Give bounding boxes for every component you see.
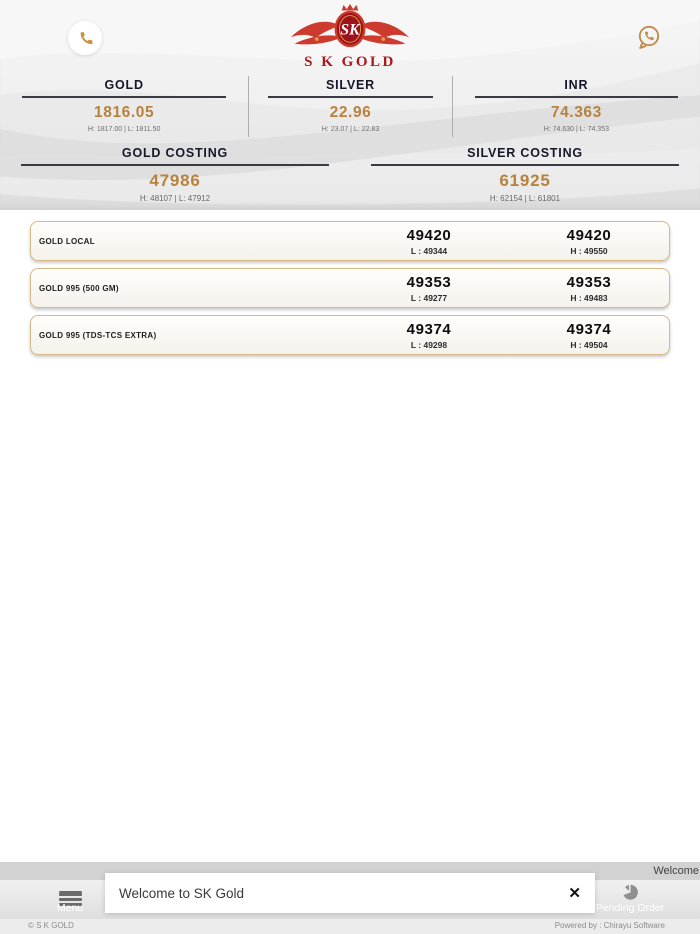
spot-high-low: H: 1817.00 | L: 1811.50 xyxy=(87,126,161,133)
spot-rates-row xyxy=(0,76,700,137)
buy-high: H : 49550 xyxy=(570,245,608,256)
rates-list xyxy=(0,210,700,355)
divider xyxy=(475,96,678,98)
header-section xyxy=(0,0,700,210)
spot-label: INR xyxy=(564,78,589,92)
marquee-text: Welcome xyxy=(653,865,699,877)
spot-high-low: H: 74.630 | L: 74.353 xyxy=(543,126,609,133)
sell-block xyxy=(349,227,509,256)
product-name: GOLD 995 (500 GM) xyxy=(39,283,119,293)
toast-message: Welcome to SK Gold xyxy=(119,885,245,901)
sell-low: L : 49277 xyxy=(410,292,448,303)
brand-logo xyxy=(280,4,420,71)
costing-high-low: H: 62154 | L: 61801 xyxy=(489,194,561,203)
sell-rate: 49374 xyxy=(406,320,452,338)
sell-block xyxy=(349,274,509,303)
spot-label: SILVER xyxy=(325,78,375,92)
logo-monogram: SK xyxy=(340,21,360,39)
crest-icon xyxy=(280,4,420,52)
rate-card-gold-995-tds-tcs[interactable] xyxy=(30,315,670,355)
buy-block xyxy=(509,274,669,303)
menu-icon xyxy=(59,884,82,900)
buy-rate: 49353 xyxy=(566,273,612,291)
divider xyxy=(371,164,679,166)
divider xyxy=(268,96,434,98)
whatsapp-button[interactable] xyxy=(634,23,664,53)
costing-label: SILVER COSTING xyxy=(467,146,583,160)
spot-value: 22.96 xyxy=(329,104,372,121)
logo-name: S K GOLD xyxy=(304,54,396,70)
sell-rate: 49420 xyxy=(406,226,452,244)
spot-rate-gold xyxy=(0,76,249,137)
spot-value: 1816.05 xyxy=(94,104,155,121)
call-button[interactable] xyxy=(68,21,102,55)
nav-label: Menu xyxy=(56,902,84,914)
buy-high: H : 49483 xyxy=(570,292,608,303)
buy-high: H : 49504 xyxy=(570,339,608,350)
spot-label: GOLD xyxy=(104,78,144,92)
sell-block xyxy=(349,321,509,350)
costing-value: 47986 xyxy=(149,171,201,190)
sell-low: L : 49344 xyxy=(410,245,448,256)
divider xyxy=(21,164,329,166)
buy-block xyxy=(509,227,669,256)
gold-costing xyxy=(0,146,350,203)
copyright-text: © S K GOLD xyxy=(28,921,74,930)
buy-rate: 49374 xyxy=(566,320,612,338)
rate-card-gold-local[interactable] xyxy=(30,221,670,261)
footer-bar xyxy=(0,919,700,934)
rate-card-gold-995-500gm[interactable] xyxy=(30,268,670,308)
sell-low: L : 49298 xyxy=(410,339,448,350)
pending-order-icon xyxy=(622,884,638,900)
powered-by-text: Powered by : Chirayu Software xyxy=(554,921,665,930)
header-bar xyxy=(0,0,700,210)
product-name: GOLD LOCAL xyxy=(39,236,95,246)
phone-icon xyxy=(77,30,94,47)
costing-value: 61925 xyxy=(499,171,551,190)
divider xyxy=(22,96,226,98)
product-name: GOLD 995 (TDS-TCS EXTRA) xyxy=(39,330,157,340)
costing-high-low: H: 48107 | L: 47912 xyxy=(139,194,211,203)
costing-row xyxy=(0,146,700,203)
silver-costing xyxy=(350,146,700,203)
costing-label: GOLD COSTING xyxy=(121,146,229,160)
spot-high-low: H: 23.07 | L: 22.83 xyxy=(321,126,380,133)
spot-rate-silver xyxy=(249,76,452,137)
spot-value: 74.363 xyxy=(550,104,602,121)
nav-label: Pending Order xyxy=(595,902,665,914)
welcome-toast xyxy=(105,873,595,913)
buy-block xyxy=(509,321,669,350)
whatsapp-icon xyxy=(635,23,663,51)
spot-rate-inr xyxy=(453,76,700,137)
buy-rate: 49420 xyxy=(566,226,612,244)
sell-rate: 49353 xyxy=(406,273,452,291)
close-icon[interactable]: ✕ xyxy=(554,884,595,902)
